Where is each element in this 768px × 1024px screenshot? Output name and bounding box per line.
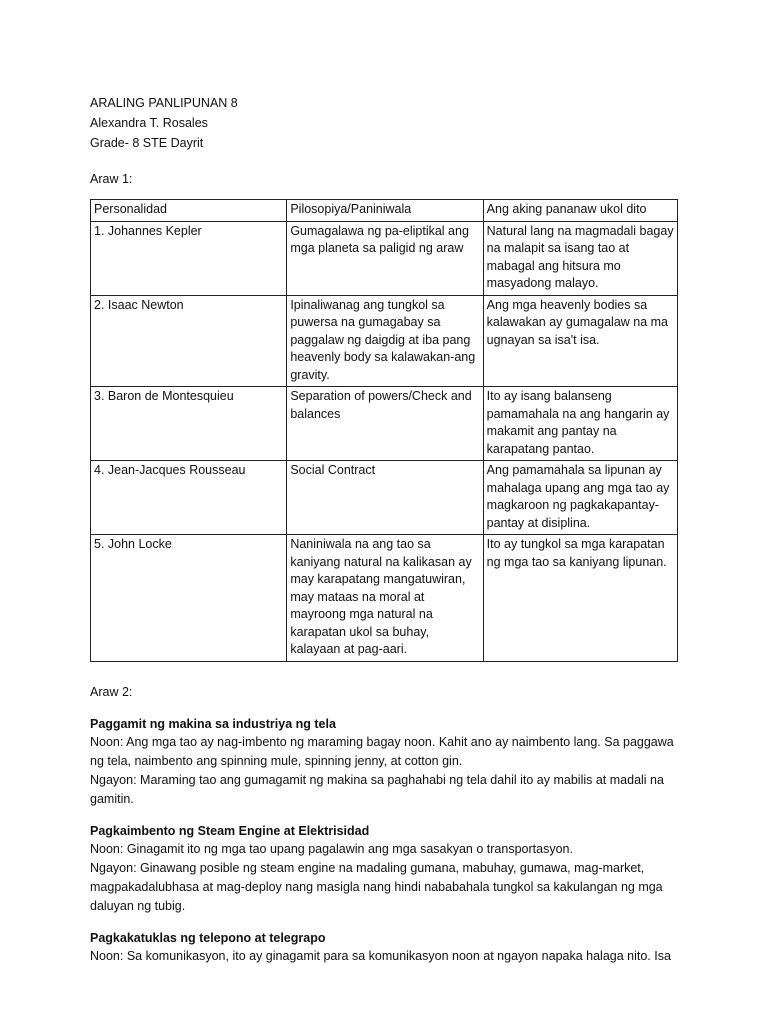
philosophers-table — [90, 199, 678, 662]
table-row — [91, 535, 678, 662]
section-textile-machines — [90, 716, 680, 809]
section-steam-engine — [90, 823, 680, 916]
document-page — [90, 95, 680, 966]
paragraph-noon: Noon: Ginagamit ito ng mga tao upang pagalawin ang mga sasakyan o transportasyon. — [90, 841, 573, 856]
person-cell: 4. Jean-Jacques Rousseau — [91, 461, 287, 535]
paragraph-noon: Noon: Ang mga tao ay nag-imbento ng maraming bagay noon. Kahit ano ay naimbento lang. Sa paggawa ng tela, naimbento ang spinning mule, spinning jenny, at cotton gin. — [90, 734, 674, 768]
day1-label: Araw 1: — [90, 172, 133, 186]
grade-section: Grade- 8 STE Dayrit — [90, 136, 204, 150]
table-row — [91, 461, 678, 535]
paragraph-noon: Noon: Sa komunikasyon, ito ay ginagamit para sa komunikasyon noon at ngayon napaka halaga nito. Isa — [90, 948, 671, 963]
person-cell: 1. Johannes Kepler — [91, 221, 287, 295]
subject-title: ARALING PANLIPUNAN 8 — [90, 96, 238, 110]
view-cell: Ito ay tungkol sa mga karapatan ng mga tao sa kaniyang lipunan. — [483, 535, 677, 662]
view-cell: Ito ay isang balanseng pamamahala na ang hangarin ay makamit ang pantay na karapatang pantao. — [483, 387, 677, 461]
belief-cell: Social Contract — [287, 461, 483, 535]
table-row — [91, 295, 678, 387]
table-row — [91, 221, 678, 295]
table-row — [91, 387, 678, 461]
view-cell: Ang pamamahala sa lipunan ay mahalaga upang ang mga tao ay magkaroon ng pagkakapantay-pantay at disiplina. — [483, 461, 677, 535]
day2-label: Araw 2: — [90, 684, 133, 699]
person-cell: 2. Isaac Newton — [91, 295, 287, 387]
belief-cell: Separation of powers/Check and balances — [287, 387, 483, 461]
belief-cell: Ipinaliwanag ang tungkol sa puwersa na gumagabay sa paggalaw ng daigdig at iba pang heavenly body sa kalawakan-ang gravity. — [287, 295, 483, 387]
person-cell: 3. Baron de Montesquieu — [91, 387, 287, 461]
section-title: Pagkaimbento ng Steam Engine at Elektrisidad — [90, 823, 370, 838]
column-header-pilosopiya: Pilosopiya/Paniniwala — [287, 200, 483, 222]
column-header-pananaw: Ang aking pananaw ukol dito — [483, 200, 677, 222]
table-header-row — [91, 200, 678, 222]
student-name: Alexandra T. Rosales — [90, 116, 208, 130]
view-cell: Natural lang na magmadali bagay na malapit sa isang tao at mabagal ang hitsura mo masyadong malayo. — [483, 221, 677, 295]
section-title: Paggamit ng makina sa industriya ng tela — [90, 716, 336, 731]
column-header-personalidad: Personalidad — [91, 200, 287, 222]
paragraph-ngayon: Ngayon: Ginawang posible ng steam engine na madaling gumana, mabuhay, gumawa, mag-market, magpakadalubhasa at mag-deploy nang masigla nang hindi nababahala tungkol sa kakulangan ng mga daluyan ng tubig. — [90, 860, 663, 913]
belief-cell: Naniniwala na ang tao sa kaniyang natural na kalikasan ay may karapatang mangatuwiran, may mataas na moral at mayroong mga natural na karapatan ukol sa buhay, kalayaan at pag-aari. — [287, 535, 483, 662]
belief-cell: Gumagalawa ng pa-eliptikal ang mga planeta sa paligid ng araw — [287, 221, 483, 295]
view-cell: Ang mga heavenly bodies sa kalawakan ay gumagalaw na ma ugnayan sa isa't isa. — [483, 295, 677, 387]
section-title: Pagkakatuklas ng telepono at telegrapo — [90, 930, 326, 945]
section-telephone-telegraph — [90, 930, 680, 966]
person-cell: 5. John Locke — [91, 535, 287, 662]
paragraph-ngayon: Ngayon: Maraming tao ang gumagamit ng makina sa paghahabi ng tela dahil ito ay mabilis at madali na gamitin. — [90, 772, 664, 806]
